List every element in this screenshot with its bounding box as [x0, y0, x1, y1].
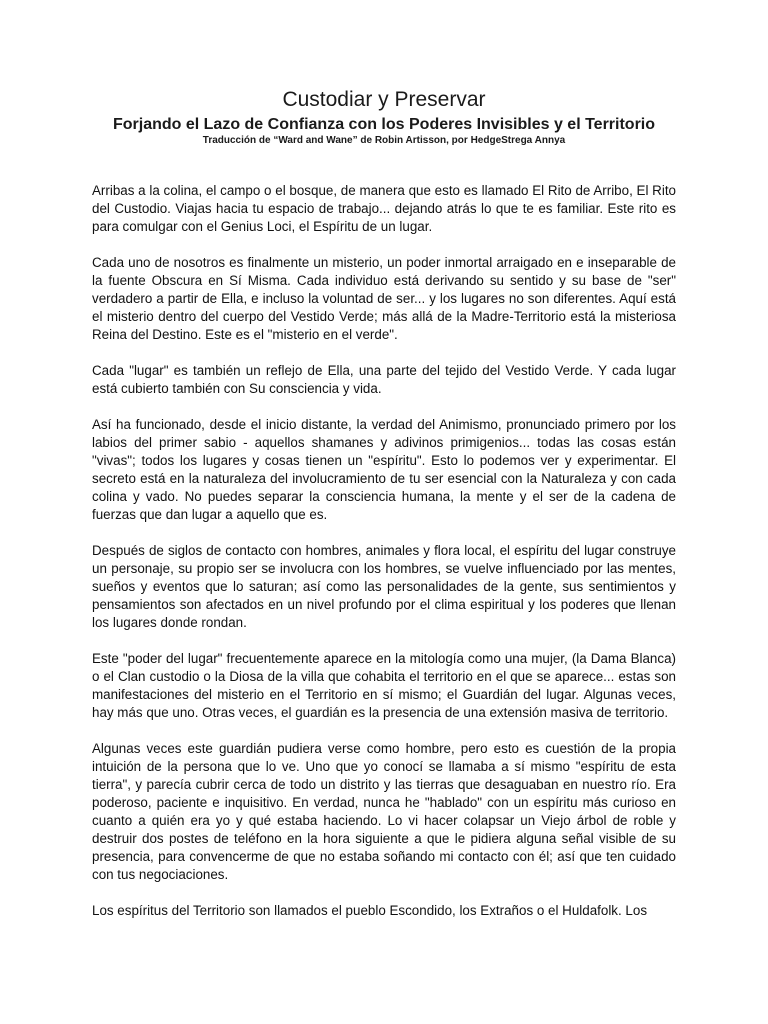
paragraph: Cada uno de nosotros es finalmente un misterio, un poder inmortal arraigado en e inseparable de la fuente Obscura en Sí Misma. Cada individuo está derivando su sentido y su base de "ser" verdadero a partir de Ella, e incluso la voluntad de ser... y los lugares no son diferentes. Aquí está el misterio dentro del cuerpo del Vestido Verde; más allá de la Madre-Territorio está la misteriosa Reina del Destino. Este es el "misterio en el verde".: [92, 255, 676, 342]
paragraph: Algunas veces este guardián pudiera verse como hombre, pero esto es cuestión de la propia intuición de la persona que lo ve. Uno que yo conocí se llamaba a sí mismo "espíritu de esta tierra", y parecía cubrir cerca de todo un distrito y las tierras que desaguaban en nuestro río. Era poderoso, paciente e inquisitivo. En verdad, nunca he "hablado" con un espíritu más curioso en cuanto a quién era yo y qué estaba haciendo. Lo vi hacer colapsar un Viejo árbol de roble y destruir dos postes de teléfono en la hora siguiente a que le pidiera alguna señal visible de su presencia, para convencerme de que no estaba soñando mi contacto con él; así que ten cuidado con tus negociaciones.: [92, 741, 676, 882]
translation-credit: Traducción de “Ward and Wane” de Robin Artisson, por HedgeStrega Annya: [202, 135, 566, 146]
paragraph: Así ha funcionado, desde el inicio distante, la verdad del Animismo, pronunciado primero por los labios del primer sabio - aquellos shamanes y adivinos primigenios... todas las cosas están "vivas"; todos los lugares y cosas tienen un "espíritu". Esto lo podemos ver y experimentar. El secreto está en la naturaleza del involucramiento de tu ser esencial con la Naturaleza y con cada colina y vado. No puedes separar la consciencia humana, la mente y el ser de la cadena de fuerzas que dan lugar a aquello que es.: [92, 417, 676, 522]
paragraph: Cada "lugar" es también un reflejo de Ella, una parte del tejido del Vestido Verde. Y cada lugar está cubierto también con Su consciencia y vida.: [92, 363, 676, 396]
document-title: Custodiar y Preservar: [282, 88, 486, 111]
paragraph: Este "poder del lugar" frecuentemente aparece en la mitología como una mujer, (la Dama Blanca) o el Clan custodio o la Diosa de la villa que cohabita el territorio en el que se aparece... estas son manifestaciones del misterio en el Territorio en sí mismo; el Guardián del lugar. Algunas veces, hay más que uno. Otras veces, el guardián es la presencia de una extensión masiva de territorio.: [92, 651, 676, 720]
document-subtitle: Forjando el Lazo de Confianza con los Poderes Invisibles y el Territorio: [112, 116, 656, 133]
document-body: [92, 182, 676, 942]
paragraph: Arribas a la colina, el campo o el bosque, de manera que esto es llamado El Rito de Arribo, El Rito del Custodio. Viajas hacia tu espacio de trabajo... dejando atrás lo que te es familiar. Este rito es para comulgar con el Genius Loci, el Espíritu de un lugar.: [92, 183, 676, 234]
paragraph: Los espíritus del Territorio son llamados el pueblo Escondido, los Extraños o el Huldafolk. Los: [92, 903, 648, 918]
paragraph: Después de siglos de contacto con hombres, animales y flora local, el espíritu del lugar construye un personaje, su propio ser se involucra con los hombres, se vuelve influenciado por las mentes, sueños y eventos que lo saturan; así como las personalidades de la gente, sus sentimientos y pensamientos son afectados en un nivel profundo por el clima espiritual y los poderes que llenan los lugares donde rondan.: [92, 543, 676, 630]
